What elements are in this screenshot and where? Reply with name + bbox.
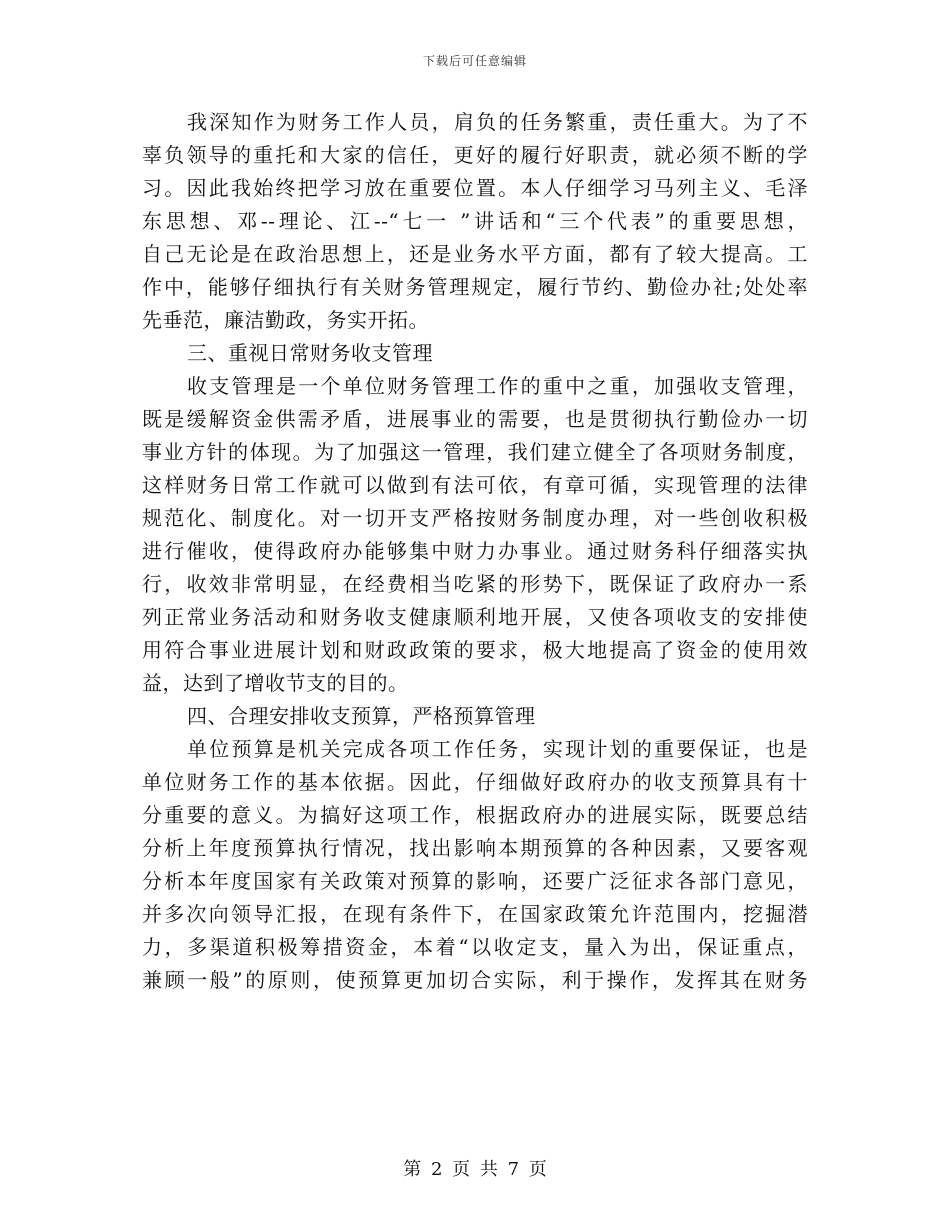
text-line-13: 规范化、制度化。对一切开支严格按财务制度办理，对一些创收积极: [142, 506, 808, 530]
section-heading-3: 三、重视日常财务收支管理: [187, 341, 433, 365]
text-line-23: 分析上年度预算执行情况，找出影响本期预算的各种因素，又要客观: [142, 836, 808, 860]
text-line-1: 我深知作为财务工作人员，肩负的任务繁重，责任重大。为了不: [187, 110, 808, 134]
text-line-22: 分重要的意义。为搞好这项工作，根据政府办的进展实际，既要总结: [142, 803, 808, 827]
text-line-16: 列正常业务活动和财务收支健康顺利地开展，又使各项收支的安排使: [142, 605, 808, 629]
text-line-20: 单位预算是机关完成各项工作任务，实现计划的重要保证，也是: [187, 737, 808, 761]
text-line-17: 用符合事业进展计划和财政政策的要求，极大地提高了资金的使用效: [142, 638, 808, 662]
text-line-11: 事业方针的体现。为了加强这一管理，我们建立健全了各项财务制度，: [142, 440, 808, 464]
text-line-18: 益，达到了增收节支的目的。: [142, 671, 409, 695]
text-line-26: 力，多渠道积极筹措资金，本着“以收定支，量入为出，保证重点，: [142, 935, 808, 959]
page-header-note: 下载后可任意编辑: [422, 54, 527, 68]
page-number-footer: 第 2 页 共 7 页: [403, 1159, 547, 1180]
text-line-9: 收支管理是一个单位财务管理工作的重中之重，加强收支管理，: [187, 374, 808, 398]
text-line-15: 行，收效非常明显，在经费相当吃紧的形势下，既保证了政府办一系: [142, 572, 808, 596]
text-line-6: 作中，能够仔细执行有关财务管理规定，履行节约、勤俭办社;处处率: [142, 275, 808, 299]
text-line-5: 自己无论是在政治思想上，还是业务水平方面，都有了较大提高。工: [142, 242, 808, 266]
text-line-12: 这样财务日常工作就可以做到有法可依，有章可循，实现管理的法律: [142, 473, 808, 497]
text-line-4: 东思想、邓--理论、江--“七一 ”讲话和“三个代表”的重要思想，: [142, 209, 808, 233]
text-line-14: 进行催收，使得政府办能够集中财力办事业。通过财务科仔细落实执: [142, 539, 808, 563]
text-line-7: 先垂范，廉洁勤政，务实开拓。: [142, 308, 429, 332]
text-line-27: 兼顾一般”的原则，使预算更加切合实际，利于操作，发挥其在财务: [142, 968, 808, 992]
section-heading-4: 四、合理安排收支预算，严格预算管理: [187, 704, 536, 728]
text-line-3: 习。因此我始终把学习放在重要位置。本人仔细学习马列主义、毛泽: [142, 176, 808, 200]
text-line-25: 并多次向领导汇报，在现有条件下，在国家政策允许范围内，挖掘潜: [142, 902, 808, 926]
document-body: [142, 106, 808, 997]
text-line-2: 辜负领导的重托和大家的信任，更好的履行好职责，就必须不断的学: [142, 143, 808, 167]
text-line-21: 单位财务工作的基本依据。因此，仔细做好政府办的收支预算具有十: [142, 770, 808, 794]
text-line-24: 分析本年度国家有关政策对预算的影响，还要广泛征求各部门意见，: [142, 869, 808, 893]
text-line-10: 既是缓解资金供需矛盾，进展事业的需要，也是贯彻执行勤俭办一切: [142, 407, 808, 431]
